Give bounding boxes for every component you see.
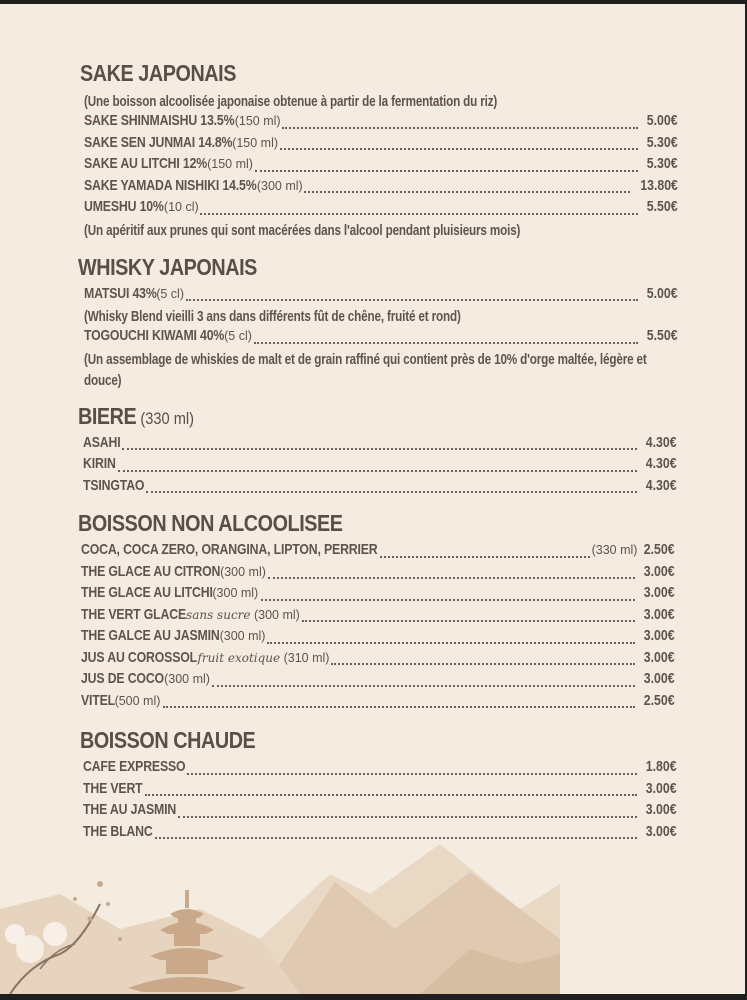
menu-item-name: ASAHI [83, 433, 121, 451]
menu-item-label [84, 177, 302, 195]
sake-list [84, 112, 680, 220]
menu-item-price: 5.30€ [647, 133, 678, 151]
menu-item [84, 285, 678, 307]
section-description: (Une boisson alcoolisée japonaise obtenue à partir de la fermentation du riz) [84, 93, 498, 110]
dot-leader [331, 663, 635, 665]
menu-item-price: 3.00€ [646, 801, 677, 818]
section-whisky [78, 254, 680, 391]
menu-item-price: 5.00€ [647, 284, 678, 302]
menu-item-name: CAFE EXPRESSO [83, 758, 186, 775]
menu-item-name: THE GLACE AU CITRON [81, 562, 221, 580]
menu-item [83, 780, 677, 802]
menu-item-name: SAKE SEN JUNMAI 14.8% [84, 133, 233, 151]
menu-item-name: COCA, COCA ZERO, ORANGINA, LIPTON, PERRIER [81, 541, 378, 558]
menu-item-label [83, 434, 120, 452]
menu-item-volume: (150 ml) [232, 135, 279, 150]
dot-leader [122, 448, 637, 450]
section-chaud [80, 727, 680, 844]
dot-leader [212, 685, 636, 687]
dot-leader [145, 794, 638, 796]
menu-item-price: 2.50€ [644, 691, 675, 709]
menu-item-label [83, 455, 116, 473]
section-title: BOISSON NON ALCOOLISEE [78, 510, 343, 536]
dot-leader [163, 706, 636, 708]
menu-item-volume: (310 ml) [280, 650, 330, 665]
menu-item-name: SAKE AU LITCHI 12% [84, 155, 208, 172]
dot-leader [267, 642, 635, 644]
menu-item-label [81, 606, 300, 624]
dot-leader [146, 491, 637, 493]
menu-item-volume: (300 ml) [219, 629, 266, 643]
menu-item-price: 3.00€ [644, 627, 675, 644]
menu-item-label [83, 801, 176, 819]
menu-item-name: THE BLANC [83, 822, 153, 840]
menu-item-volume: (300 ml) [164, 672, 210, 686]
menu-item-detail: fruit exotique [197, 650, 281, 665]
menu-item [84, 177, 678, 199]
section-sake [80, 60, 680, 241]
menu-item-price: 3.00€ [644, 562, 675, 580]
menu-item-label [83, 780, 143, 798]
dot-leader [186, 299, 638, 301]
menu-item-volume: (300 ml) [212, 586, 259, 600]
menu-item-name: VITEL [81, 691, 116, 709]
menu-item-volume: (500 ml) [114, 693, 161, 708]
menu-item [83, 455, 677, 477]
menu-item-label [81, 541, 378, 559]
menu-item-price: 3.00€ [646, 779, 677, 797]
mountains-icon [0, 844, 560, 994]
menu-item-label [84, 285, 184, 303]
dot-leader [155, 837, 638, 839]
menu-item-description: (Un assemblage de whiskies de malt et de grain raffiné qui contient près de 10% d'orge maltée, légère et douce) [84, 350, 647, 389]
menu-item-detail: sans sucre [186, 607, 251, 622]
menu-item-price: 4.30€ [646, 455, 677, 472]
menu-item-name: SAKE SHINMAISHU 13.5% [84, 112, 235, 129]
menu-item [81, 670, 675, 692]
menu-item-label [84, 155, 253, 173]
dot-leader [280, 148, 638, 150]
menu-item-label [81, 692, 161, 710]
menu-item [83, 823, 677, 845]
menu-item-name: THE GLACE AU LITCHI [81, 584, 213, 601]
menu-item [81, 649, 675, 671]
menu-item-label [84, 198, 198, 216]
menu-item-volume: (150 ml) [207, 157, 253, 171]
dot-leader [118, 470, 638, 472]
menu-item-price: 5.50€ [647, 198, 678, 215]
section-title: BOISSON CHAUDE [80, 727, 256, 753]
section-title-text: BIERE [78, 402, 137, 429]
menu-item-label [81, 584, 259, 602]
menu-item-name: JUS DE COCO [81, 670, 164, 687]
menu-item-name: SAKE YAMADA NISHIKI 14.5% [84, 176, 257, 194]
menu-item [84, 327, 678, 349]
dot-leader [254, 342, 639, 344]
whisky-list [84, 285, 680, 391]
menu-item-volume: (10 cl) [163, 200, 199, 214]
menu-item-volume: (300 ml) [220, 564, 266, 579]
menu-item-price: 5.50€ [647, 327, 678, 344]
menu-item-volume: (300 ml) [250, 607, 300, 622]
menu-item-price: 3.00€ [644, 584, 675, 601]
menu-item [83, 758, 677, 780]
dot-leader [282, 127, 638, 129]
menu-item-label [81, 649, 329, 667]
menu-item-volume: (150 ml) [234, 114, 281, 128]
soft-list [81, 541, 680, 713]
section-title: WHISKY JAPONAIS [78, 253, 257, 280]
section-biere [78, 403, 680, 499]
menu-item [84, 134, 678, 156]
menu-item-name: TSINGTAO [83, 476, 145, 494]
menu-item-price: 3.00€ [644, 648, 675, 666]
menu-item-price: 4.30€ [646, 433, 677, 451]
menu-item-label [83, 758, 185, 776]
menu-item [81, 541, 675, 563]
menu-page [0, 4, 745, 994]
menu-item-price: 3.00€ [644, 670, 675, 687]
menu-item-price: 13.80€ [640, 176, 678, 194]
menu-item [81, 606, 675, 628]
menu-item-label [84, 134, 278, 152]
drinks-menu [80, 60, 680, 844]
menu-item-price: 5.00€ [647, 112, 678, 129]
menu-item-label [84, 327, 252, 345]
menu-item-volume: (330 ml) [591, 543, 638, 557]
menu-item-label [84, 112, 280, 130]
chaud-list [83, 758, 680, 844]
menu-item-name: MATSUI 43% [84, 284, 157, 302]
menu-item-name: THE GALCE AU JASMIN [81, 627, 220, 644]
section-title-volume: (330 ml) [136, 408, 194, 428]
menu-item-label [83, 477, 144, 495]
section-soft [78, 510, 680, 713]
menu-item-volume: (300 ml) [256, 178, 303, 193]
menu-item-volume: (5 cl) [224, 329, 252, 343]
dot-leader [178, 816, 637, 818]
dot-leader [380, 556, 590, 558]
menu-item-label [81, 670, 210, 688]
menu-item [83, 801, 677, 823]
menu-item-price: 4.30€ [646, 476, 677, 494]
menu-item-name: UMESHU 10% [84, 198, 164, 215]
menu-item-label [81, 627, 265, 645]
menu-item-price: 2.50€ [644, 541, 675, 558]
menu-item-name: THE VERT GLACE [81, 605, 186, 623]
menu-item [81, 584, 675, 606]
menu-item-price: 5.30€ [647, 155, 678, 172]
menu-item [84, 112, 678, 134]
menu-item [81, 627, 675, 649]
menu-item-price: 1.80€ [646, 758, 677, 775]
section-description: (Un apéritif aux prunes qui sont macérées dans l'alcool pendant pluisieurs mois) [84, 221, 521, 239]
section-title: SAKE JAPONAIS [80, 60, 236, 86]
menu-item-volume: (5 cl) [156, 286, 184, 301]
menu-item-price: 3.00€ [646, 822, 677, 840]
menu-item-name: TOGOUCHI KIWAMI 40% [84, 327, 225, 344]
biere-list [83, 434, 680, 499]
menu-item-label [83, 823, 153, 841]
dot-leader [304, 191, 630, 193]
menu-item-name: THE AU JASMIN [83, 801, 177, 818]
menu-item-description: (Whisky Blend vieilli 3 ans dans différents fût de chêne, fruité et rond) [84, 308, 461, 325]
menu-item [83, 434, 677, 456]
dot-leader [187, 773, 637, 775]
menu-item-price: 3.00€ [644, 605, 675, 623]
menu-item-name: THE VERT [83, 779, 143, 797]
dot-leader [268, 577, 635, 579]
menu-item [84, 155, 678, 177]
menu-item [81, 692, 675, 714]
dot-leader [302, 620, 636, 622]
menu-item [83, 477, 677, 499]
menu-item-label [81, 563, 266, 581]
menu-item-name: JUS AU COROSSOL [81, 648, 198, 666]
menu-item-name: KIRIN [83, 455, 116, 472]
dot-leader [255, 170, 639, 172]
dot-leader [200, 213, 638, 215]
menu-item [84, 198, 678, 220]
menu-item [81, 563, 675, 585]
dot-leader [261, 599, 636, 601]
section-title [78, 403, 596, 430]
